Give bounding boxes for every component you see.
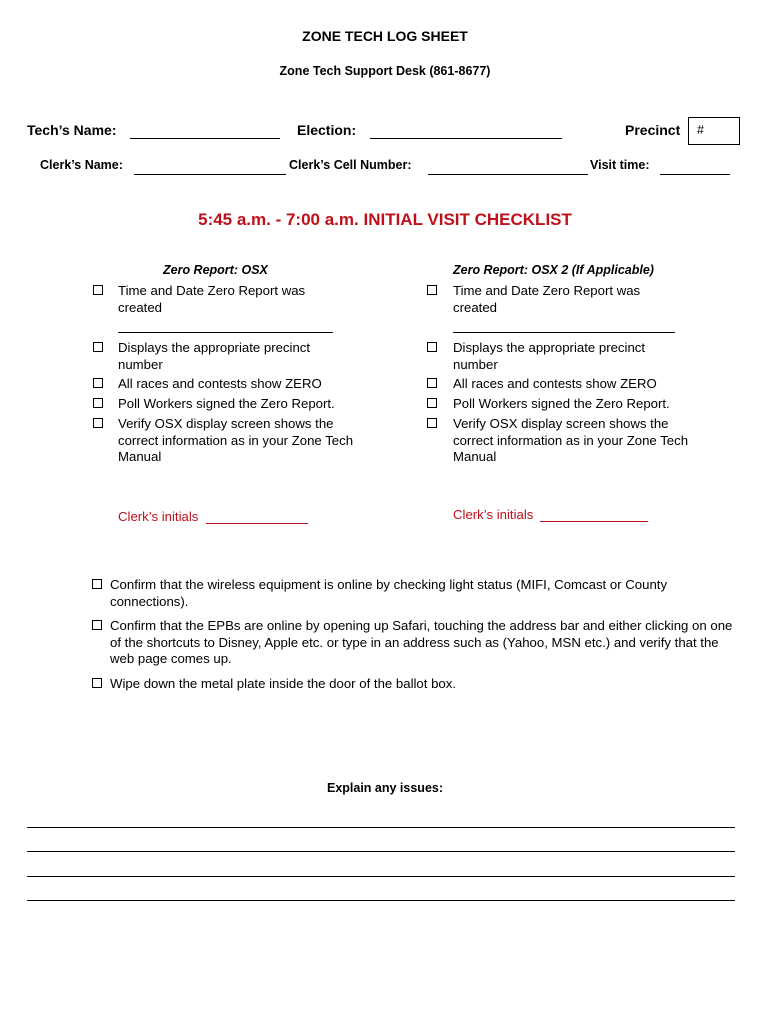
checkbox[interactable] <box>92 620 102 630</box>
clerks-initials-field[interactable] <box>206 523 308 524</box>
checklist-item: Verify OSX display screen shows the correct information as in your Zone Tech Manual <box>118 416 354 465</box>
clerks-cell-label: Clerk’s Cell Number: <box>289 158 412 172</box>
checklist-item: Displays the appropriate precinct number <box>453 340 646 372</box>
clerks-name-field[interactable] <box>134 174 286 175</box>
answer-line[interactable] <box>453 332 675 333</box>
checklist-item: Poll Workers signed the Zero Report. <box>453 396 670 411</box>
checkbox[interactable] <box>427 398 437 408</box>
column-title-osx: Zero Report: OSX <box>163 263 268 277</box>
visit-time-label: Visit time: <box>590 158 650 172</box>
document-title: ZONE TECH LOG SHEET <box>302 28 468 44</box>
issue-line[interactable] <box>27 876 735 877</box>
clerks-cell-field[interactable] <box>428 174 588 175</box>
techs-name-label: Tech’s Name: <box>27 122 117 138</box>
precinct-label: Precinct <box>625 122 681 138</box>
clerks-initials-field[interactable] <box>540 521 648 522</box>
clerks-name-label: Clerk’s Name: <box>40 158 123 172</box>
checklist-item: Wipe down the metal plate inside the door of the ballot box. <box>110 676 457 691</box>
checklist-item: Confirm that the wireless equipment is online by checking light status (MIFI, Comcast or County connections). <box>110 577 668 609</box>
clerks-initials-label: Clerk’s initials <box>118 509 199 524</box>
checklist-item: Displays the appropriate precinct number <box>118 340 311 372</box>
election-label: Election: <box>297 122 357 138</box>
checkbox[interactable] <box>427 342 437 352</box>
techs-name-field[interactable] <box>130 138 280 139</box>
visit-time-field[interactable] <box>660 174 730 175</box>
checkbox[interactable] <box>93 285 103 295</box>
clerks-initials-label: Clerk’s initials <box>453 507 534 522</box>
checklist-item: All races and contests show ZERO <box>118 376 322 391</box>
issues-label: Explain any issues: <box>326 781 444 795</box>
checklist-item: Poll Workers signed the Zero Report. <box>118 396 335 411</box>
answer-line[interactable] <box>118 332 333 333</box>
checklist-item: Verify OSX display screen shows the correct information as in your Zone Tech Manual <box>453 416 689 465</box>
checkbox[interactable] <box>93 342 103 352</box>
checklist-item: Time and Date Zero Report was created <box>453 283 641 315</box>
column-title-osx2: Zero Report: OSX 2 (If Applicable) <box>453 263 654 277</box>
checkbox[interactable] <box>93 418 103 428</box>
support-desk-line: Zone Tech Support Desk (861-8677) <box>279 64 491 78</box>
issue-line[interactable] <box>27 827 735 828</box>
checklist-item: Confirm that the EPBs are online by opening up Safari, touching the address bar and either clicking on one of the shortcuts to Disney, Apple etc. or type in an address such as (Yahoo, MSN etc.) and verify that the web page comes up. <box>110 618 733 667</box>
checkbox[interactable] <box>92 579 102 589</box>
checkbox[interactable] <box>92 678 102 688</box>
issue-line[interactable] <box>27 851 735 852</box>
checkbox[interactable] <box>93 398 103 408</box>
checklist-item: All races and contests show ZERO <box>453 376 657 391</box>
precinct-field[interactable]: # <box>688 117 740 145</box>
election-field[interactable] <box>370 138 562 139</box>
checkbox[interactable] <box>427 285 437 295</box>
checkbox[interactable] <box>93 378 103 388</box>
checkbox[interactable] <box>427 418 437 428</box>
checkbox[interactable] <box>427 378 437 388</box>
checklist-item: Time and Date Zero Report was created <box>118 283 306 315</box>
issue-line[interactable] <box>27 900 735 901</box>
checklist-heading: 5:45 a.m. - 7:00 a.m. INITIAL VISIT CHECKLIST <box>198 210 572 229</box>
